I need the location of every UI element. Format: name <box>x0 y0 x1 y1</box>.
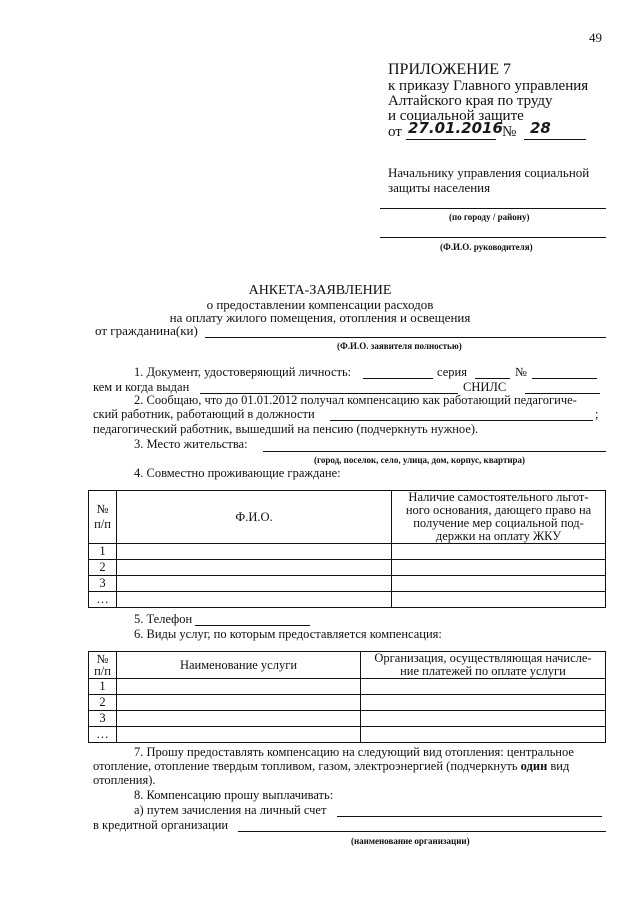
services-table <box>88 651 606 743</box>
t1-basis-cell[interactable] <box>392 560 606 576</box>
table-row <box>89 576 606 592</box>
t2-service-cell[interactable] <box>117 727 361 743</box>
form-title: АНКЕТА-ЗАЯВЛЕНИЕ <box>248 283 392 298</box>
item7-line-b: отопление, отопление твердым топливом, газом, электроэнергией (подчеркнуть один вид <box>93 759 570 773</box>
t1-row-number: 3 <box>89 576 117 592</box>
order-line-2: Алтайского края по труду <box>388 93 553 109</box>
t1-fio-cell[interactable] <box>117 544 392 560</box>
t2-row-number: 2 <box>89 695 117 711</box>
doc-type-line[interactable] <box>363 378 433 379</box>
item8-label: 8. Компенсацию прошу выплачивать: <box>134 788 334 802</box>
order-line-3: и социальной защите <box>388 108 524 124</box>
t1-basis-cell[interactable] <box>392 592 606 608</box>
order-date-handwritten: 27.01.2016 <box>408 119 503 137</box>
form-subtitle-2: на оплату жилого помещения, отопления и освещения <box>169 310 471 325</box>
item6-label: 6. Виды услуг, по которым предоставляется компенсация: <box>134 627 442 641</box>
t1-basis-cell[interactable] <box>392 576 606 592</box>
order-number-handwritten: 28 <box>530 119 551 137</box>
table-row <box>89 695 606 711</box>
appendix-title: ПРИЛОЖЕНИЕ 7 <box>388 61 512 78</box>
item7-bold-word: один <box>520 759 548 773</box>
t2-service-cell[interactable] <box>117 711 361 727</box>
t2-row-number: 1 <box>89 679 117 695</box>
item7-line-c: отопления). <box>93 773 156 787</box>
applicant-name-hint: (Ф.И.О. заявителя полностью) <box>337 341 462 351</box>
form-subtitle-1: о предоставлении компенсации расходов <box>206 297 434 312</box>
t2-row-number: 3 <box>89 711 117 727</box>
series-label: серия <box>437 365 467 379</box>
applicant-name-line[interactable] <box>205 337 606 338</box>
t2-org-cell[interactable] <box>361 711 606 727</box>
item3-label: 3. Место жительства: <box>134 437 248 451</box>
table-row <box>89 727 606 743</box>
item2-semicolon: ; <box>595 407 599 421</box>
table-row <box>89 544 606 560</box>
t2-header-org: Организация, осуществляющая начисле- ние платежей по оплате услуги <box>361 652 606 679</box>
item1-label: 1. Документ, удостоверяющий личность: <box>134 365 352 379</box>
t1-fio-cell[interactable] <box>117 576 392 592</box>
addressee-fio-line[interactable] <box>380 237 606 238</box>
t1-header-basis: Наличие самостоятельного льгот- ного основания, дающего право на получение мер социальной под- держки на оплату ЖКУ <box>392 491 606 544</box>
t1-fio-cell[interactable] <box>117 592 392 608</box>
table-row <box>89 679 606 695</box>
page-number: 49 <box>589 30 602 45</box>
item4-label: 4. Совместно проживающие граждане: <box>134 466 341 480</box>
cohabitants-table <box>88 490 606 608</box>
doc-number-label: № <box>515 365 527 379</box>
t1-row-number: … <box>89 592 117 608</box>
order-number-line <box>524 139 586 140</box>
t2-header-service: Наименование услуги <box>117 652 361 679</box>
addressee-line-2: защиты населения <box>388 180 491 195</box>
residence-hint: (город, поселок, село, улица, дом, корпус, квартира) <box>314 455 526 465</box>
order-number-label: № <box>502 124 517 140</box>
snils-label: СНИЛС <box>463 380 507 394</box>
t1-header-fio: Ф.И.О. <box>117 491 392 544</box>
item2-line-b: ский работник, работающий в должности <box>93 407 315 421</box>
order-date-line <box>406 139 496 140</box>
credit-org-line[interactable] <box>238 831 606 832</box>
item8-option-b: в кредитной организации <box>93 818 229 832</box>
position-line[interactable] <box>330 420 593 421</box>
t1-row-number: 2 <box>89 560 117 576</box>
t2-org-cell[interactable] <box>361 727 606 743</box>
table-row <box>89 560 606 576</box>
item2-line-c: педагогический работник, вышедший на пенсию (подчеркнуть нужное). <box>93 422 479 436</box>
t2-header-no: № п/п <box>89 652 117 679</box>
t2-service-cell[interactable] <box>117 679 361 695</box>
table-row <box>89 711 606 727</box>
issued-by-label: кем и когда выдан <box>93 380 190 394</box>
item7-line-a: 7. Прошу предоставлять компенсацию на следующий вид отопления: центральное <box>134 745 574 759</box>
residence-line[interactable] <box>263 451 606 452</box>
table-row <box>89 592 606 608</box>
t2-org-cell[interactable] <box>361 695 606 711</box>
order-line-1: к приказу Главного управления <box>388 78 589 94</box>
t1-row-number: 1 <box>89 544 117 560</box>
phone-line[interactable] <box>195 625 310 626</box>
from-citizen-label: от гражданина(ки) <box>95 323 198 338</box>
addressee-fio-hint: (Ф.И.О. руководителя) <box>440 242 533 252</box>
addressee-city-line[interactable] <box>380 208 606 209</box>
series-line[interactable] <box>475 378 510 379</box>
t2-org-cell[interactable] <box>361 679 606 695</box>
addressee-line-1: Начальнику управления социальной <box>388 165 590 180</box>
t1-basis-cell[interactable] <box>392 544 606 560</box>
order-from-label: от <box>388 124 402 140</box>
t1-header-no: № п/п <box>89 491 117 544</box>
credit-org-hint: (наименование организации) <box>351 836 470 846</box>
account-line[interactable] <box>337 816 602 817</box>
addressee-city-hint: (по городу / району) <box>449 212 530 222</box>
t2-row-number: … <box>89 727 117 743</box>
t2-service-cell[interactable] <box>117 695 361 711</box>
item2-line-a: 2. Сообщаю, что до 01.01.2012 получал компенсацию как работающий педагогиче- <box>134 393 577 407</box>
t1-fio-cell[interactable] <box>117 560 392 576</box>
item8-option-a: а) путем зачисления на личный счет <box>134 803 327 817</box>
item5-label: 5. Телефон <box>134 612 193 626</box>
doc-number-line[interactable] <box>532 378 597 379</box>
